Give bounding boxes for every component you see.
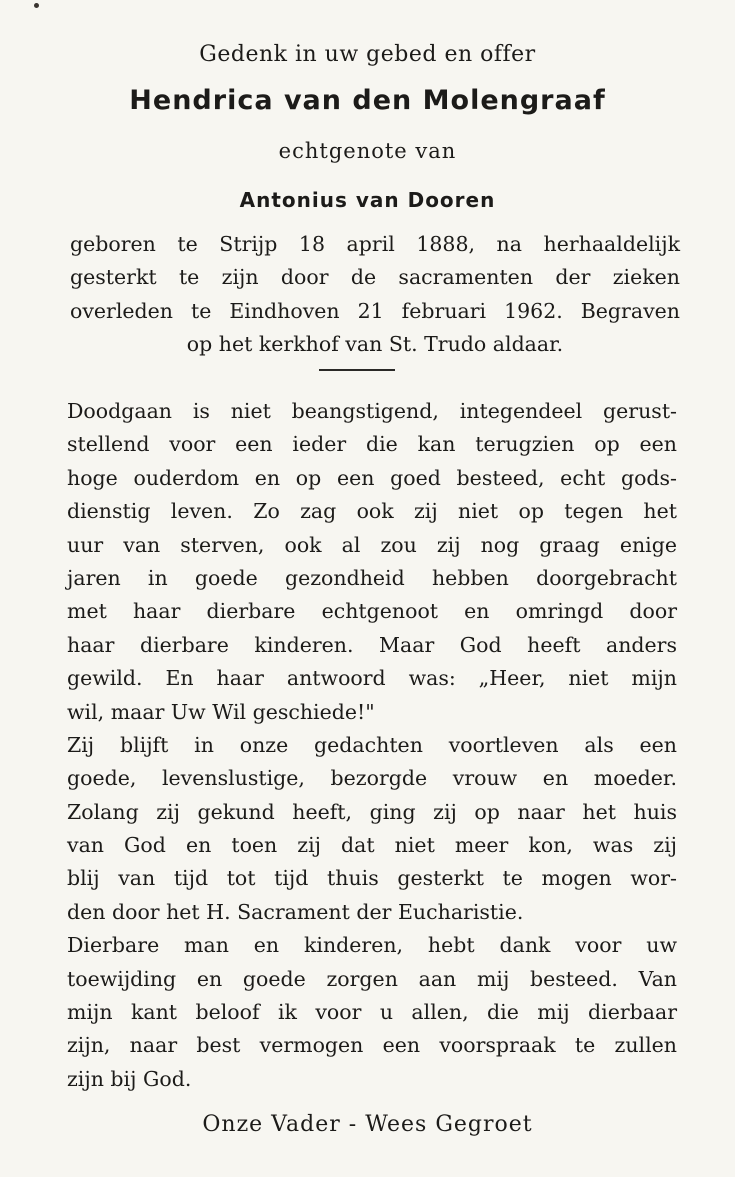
text-line: wil, maar Uw Wil geschiede!": [67, 699, 375, 724]
text-line: haar dierbare kinderen. Maar God heeft anders: [67, 632, 677, 657]
text-line: blij van tijd tot tijd thuis gesterkt te mogen wor-: [67, 866, 677, 891]
text-line: dienstig leven. Zo zag ook zij niet op tegen het: [67, 499, 677, 524]
text-line: toewijding en goede zorgen aan mij besteed. Van: [67, 966, 677, 991]
text-line: uur van sterven, ook al zou zij nog graag enige: [67, 532, 677, 557]
text-line: den door het H. Sacrament der Eucharistie.: [67, 899, 524, 924]
ink-spot: [34, 3, 39, 8]
bio-line: overleden te Eindhoven 21 februari 1962. Begraven: [70, 298, 680, 323]
text-line: hoge ouderdom en op een goed besteed, echt gods-: [67, 465, 677, 490]
text-line: mijn kant beloof ik voor u allen, die mij dierbaar: [67, 1000, 677, 1025]
text-line: met haar dierbare echtgenoot en omringd door: [67, 599, 677, 624]
bio-line: geboren te Strijp 18 april 1888, na herhaaldelijk: [70, 232, 680, 256]
bio-line: gesterkt te zijn door de sacramenten der zieken: [70, 265, 680, 290]
text-line: Zij blijft in onze gedachten voortleven als een: [67, 732, 677, 757]
bio-line: op het kerkhof van St. Trudo aldaar.: [186, 332, 564, 357]
memorial-text: [67, 395, 677, 1096]
text-line: zijn bij God.: [67, 1066, 192, 1091]
text-line: stellend voor een ieder die kan terugzien op een: [67, 432, 677, 457]
biography: [70, 228, 680, 362]
text-line: zijn, naar best vermogen een voorspraak te zullen: [67, 1033, 677, 1058]
text-line: Dierbare man en kinderen, hebt dank voor uw: [67, 933, 677, 958]
text-line: Doodgaan is niet beangstigend, integendeel gerust-: [67, 399, 677, 423]
text-line: van God en toen zij dat niet meer kon, was zij: [67, 833, 677, 858]
deceased-name: Hendrica van den Molengraaf: [129, 85, 606, 116]
text-line: gewild. En haar antwoord was: „Heer, niet mijn: [67, 666, 677, 691]
relation-line: echtgenote van: [278, 139, 457, 163]
spouse-name: Antonius van Dooren: [239, 188, 496, 212]
text-line: goede, levenslustige, bezorgde vrouw en moeder.: [67, 766, 677, 791]
prayer-footer: Onze Vader - Wees Gegroet: [202, 1112, 533, 1137]
divider: [319, 369, 395, 371]
text-line: Zolang zij gekund heeft, ging zij op naar het huis: [67, 799, 677, 824]
intro-line: Gedenk in uw gebed en offer: [199, 42, 536, 67]
text-line: jaren in goede gezondheid hebben doorgebracht: [67, 565, 677, 590]
